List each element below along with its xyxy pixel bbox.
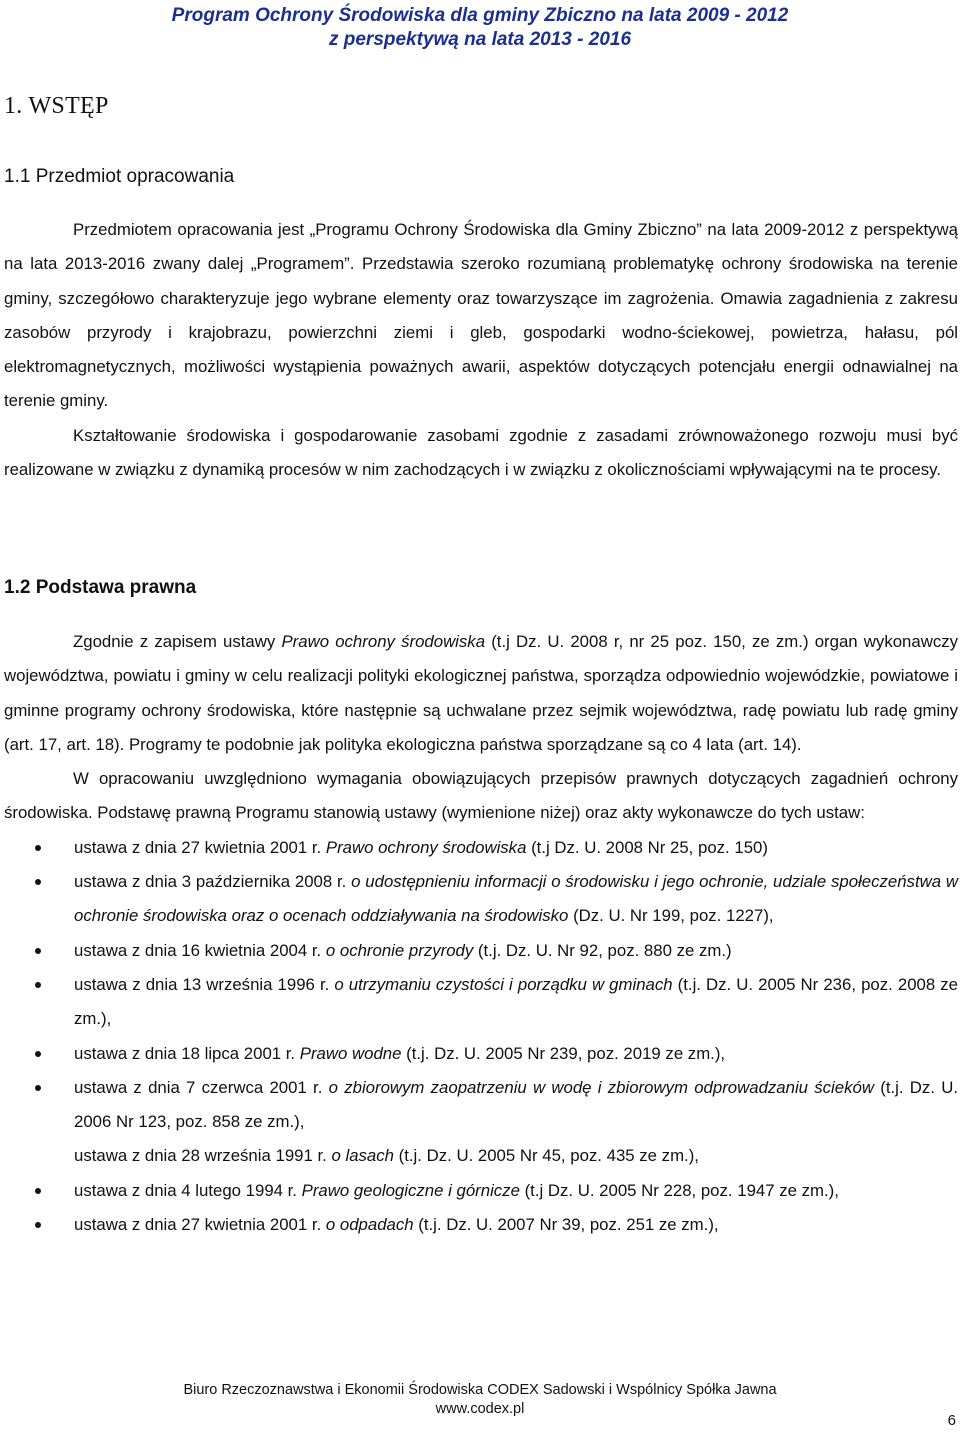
law-date: ustawa z dnia 7 czerwca 2001 r.: [74, 1077, 329, 1097]
section-1-1-title: 1.1 Przedmiot opracowania: [4, 166, 235, 187]
law-date: ustawa z dnia 16 kwietnia 2004 r.: [74, 940, 326, 960]
document-footer: [0, 1381, 960, 1419]
law-date: ustawa z dnia 18 lipca 2001 r.: [74, 1043, 300, 1063]
list-item: [4, 1174, 958, 1208]
header-title-line1: Program Ochrony Środowiska dla gminy Zbiczno na lata 2009 - 2012: [171, 5, 789, 26]
law-citation: (t.j. Dz. U. 2006 Nr 123, poz. 858 ze zm.),: [74, 1077, 958, 1132]
law-citation: (t.j. Dz. U. 2005 Nr 236, poz. 2008 ze zm.),: [74, 974, 958, 1029]
law-title: o odpadach: [325, 1215, 414, 1235]
bullet-icon: [35, 845, 41, 851]
bullet-icon: [35, 1222, 41, 1228]
law-date: ustawa z dnia 3 października 2008 r.: [74, 872, 352, 892]
bullet-icon: [35, 879, 41, 885]
list-item: [4, 865, 958, 934]
footer-website: www.codex.pl: [435, 1401, 525, 1417]
law-date: ustawa z dnia 13 września 1996 r.: [74, 974, 335, 994]
document-header: [0, 4, 960, 52]
legal-acts-list: [4, 831, 958, 1243]
law-citation: (t.j. Dz. U. 2005 Nr 45, poz. 435 ze zm.),: [393, 1146, 699, 1166]
section-1-2-title: [4, 577, 196, 599]
law-citation: (Dz. U. Nr 199, poz. 1227),: [568, 906, 774, 926]
paragraph: Kształtowanie środowiska i gospodarowanie zasobami zgodnie z zasadami zrównoważonego rozwoju musi być realizowane w związku z dynamiką procesów w nim zachodzących i w związku z okolicznościami wpływającymi na te procesy.: [4, 425, 958, 480]
law-date: ustawa z dnia 27 kwietnia 2001 r.: [74, 837, 326, 857]
chapter-title: 1. WSTĘP: [4, 93, 109, 119]
bullet-icon: [35, 1188, 41, 1194]
paragraph: Przedmiotem opracowania jest „Programu Ochrony Środowiska dla Gminy Zbiczno” na lata 2009-2012 z perspektywą na lata 2013-2016 zwany dalej „Programem”. Przedstawia szeroko rozumianą problematykę ochrony środowiska na terenie gminy, szczegółowo charakteryzuje jego wybrane elementy oraz towarzyszące im zagrożenia. Omawia zagadnienia z zakresu zasobów przyrody i krajobrazu, powierzchni ziemi i gleb, gospodarki wodno-ściekowej, powietrza, hałasu, pól elektromagnetycznych, możliwości wystąpienia poważnych awarii, aspektów dotyczących potencjału energii odnawialnej na terenie gminy.: [4, 220, 958, 411]
list-item: [4, 831, 958, 865]
list-item: [4, 1139, 958, 1173]
bullet-icon: [35, 1051, 41, 1057]
law-title: o utrzymaniu czystości i porządku w gminach: [334, 974, 673, 994]
law-date: ustawa z dnia 28 września 1991 r.: [74, 1146, 332, 1166]
bullet-icon: [35, 948, 41, 954]
list-item: [4, 934, 958, 968]
footer-company: Biuro Rzeczoznawstwa i Ekonomii Środowiska CODEX Sadowski i Wspólnicy Spółka Jawna: [183, 1382, 777, 1398]
section-title-text: Podstawa prawna: [35, 577, 197, 598]
law-citation: (t.j Dz. U. 2008 Nr 25, poz. 150): [526, 837, 768, 857]
list-item: [4, 1208, 958, 1242]
law-title: o zbiorowym zaopatrzeniu w wodę i zbiorowym odprowadzaniu ścieków: [328, 1077, 874, 1097]
law-citation: (t.j. Dz. U. 2005 Nr 239, poz. 2019 ze zm.),: [401, 1043, 726, 1063]
bullet-icon: [35, 1085, 41, 1091]
header-title-line2: z perspektywą na lata 2013 - 2016: [328, 29, 632, 50]
paragraph: W opracowaniu uwzględniono wymagania obowiązujących przepisów prawnych dotyczących zagadnień ochrony środowiska. Podstawę prawną Programu stanowią ustawy (wymienione niżej) oraz akty wykonawcze do tych ustaw:: [4, 769, 958, 823]
text-run: (t.j Dz. U. 2008 r, nr 25 poz. 150, ze zm.) organ wykonawczy województwa, powiatu i gminy w celu realizacji polityki ekologicznej państwa, sporządza odpowiednio wojewódzkie, powiatowe i gminne programy ochrony środowiska, które następnie są uchwalane przez sejmik województwa, radę powiatu lub radę gminy (art. 17, art. 18). Programy te podobnie jak polityka ekologiczna państwa sporządzane są co 4 lata (art. 14).: [4, 632, 958, 754]
law-citation: (t.j Dz. U. 2005 Nr 228, poz. 1947 ze zm.),: [519, 1180, 839, 1200]
section-number: 1.2: [4, 577, 31, 598]
law-title: o udostępnieniu informacji o środowisku i jego ochronie, udziale społeczeństwa w ochronie środowiska oraz o ocenach oddziaływania na środowisko: [74, 872, 958, 926]
section-1-2-body: [4, 625, 958, 1242]
section-1-1-body: [4, 213, 958, 487]
list-item: [4, 968, 958, 1037]
law-citation: (t.j. Dz. U. Nr 92, poz. 880 ze zm.): [473, 940, 732, 960]
law-title: o ochronie przyrody: [325, 940, 474, 960]
text-run: Zgodnie z zapisem ustawy: [73, 632, 282, 651]
page-number: 6: [947, 1412, 956, 1429]
law-title: Prawo ochrony środowiska: [325, 837, 527, 857]
law-date: ustawa z dnia 27 kwietnia 2001 r.: [74, 1215, 326, 1235]
law-title: Prawo ochrony środowiska: [281, 632, 486, 651]
law-date: ustawa z dnia 4 lutego 1994 r.: [74, 1180, 302, 1200]
paragraph: [4, 625, 958, 762]
law-title: o lasach: [331, 1146, 394, 1166]
law-citation: (t.j. Dz. U. 2007 Nr 39, poz. 251 ze zm.),: [413, 1215, 719, 1235]
list-item: [4, 1071, 958, 1140]
bullet-icon: [35, 982, 41, 988]
law-title: Prawo geologiczne i górnicze: [301, 1180, 520, 1200]
list-item: [4, 1037, 958, 1071]
law-title: Prawo wodne: [299, 1043, 402, 1063]
